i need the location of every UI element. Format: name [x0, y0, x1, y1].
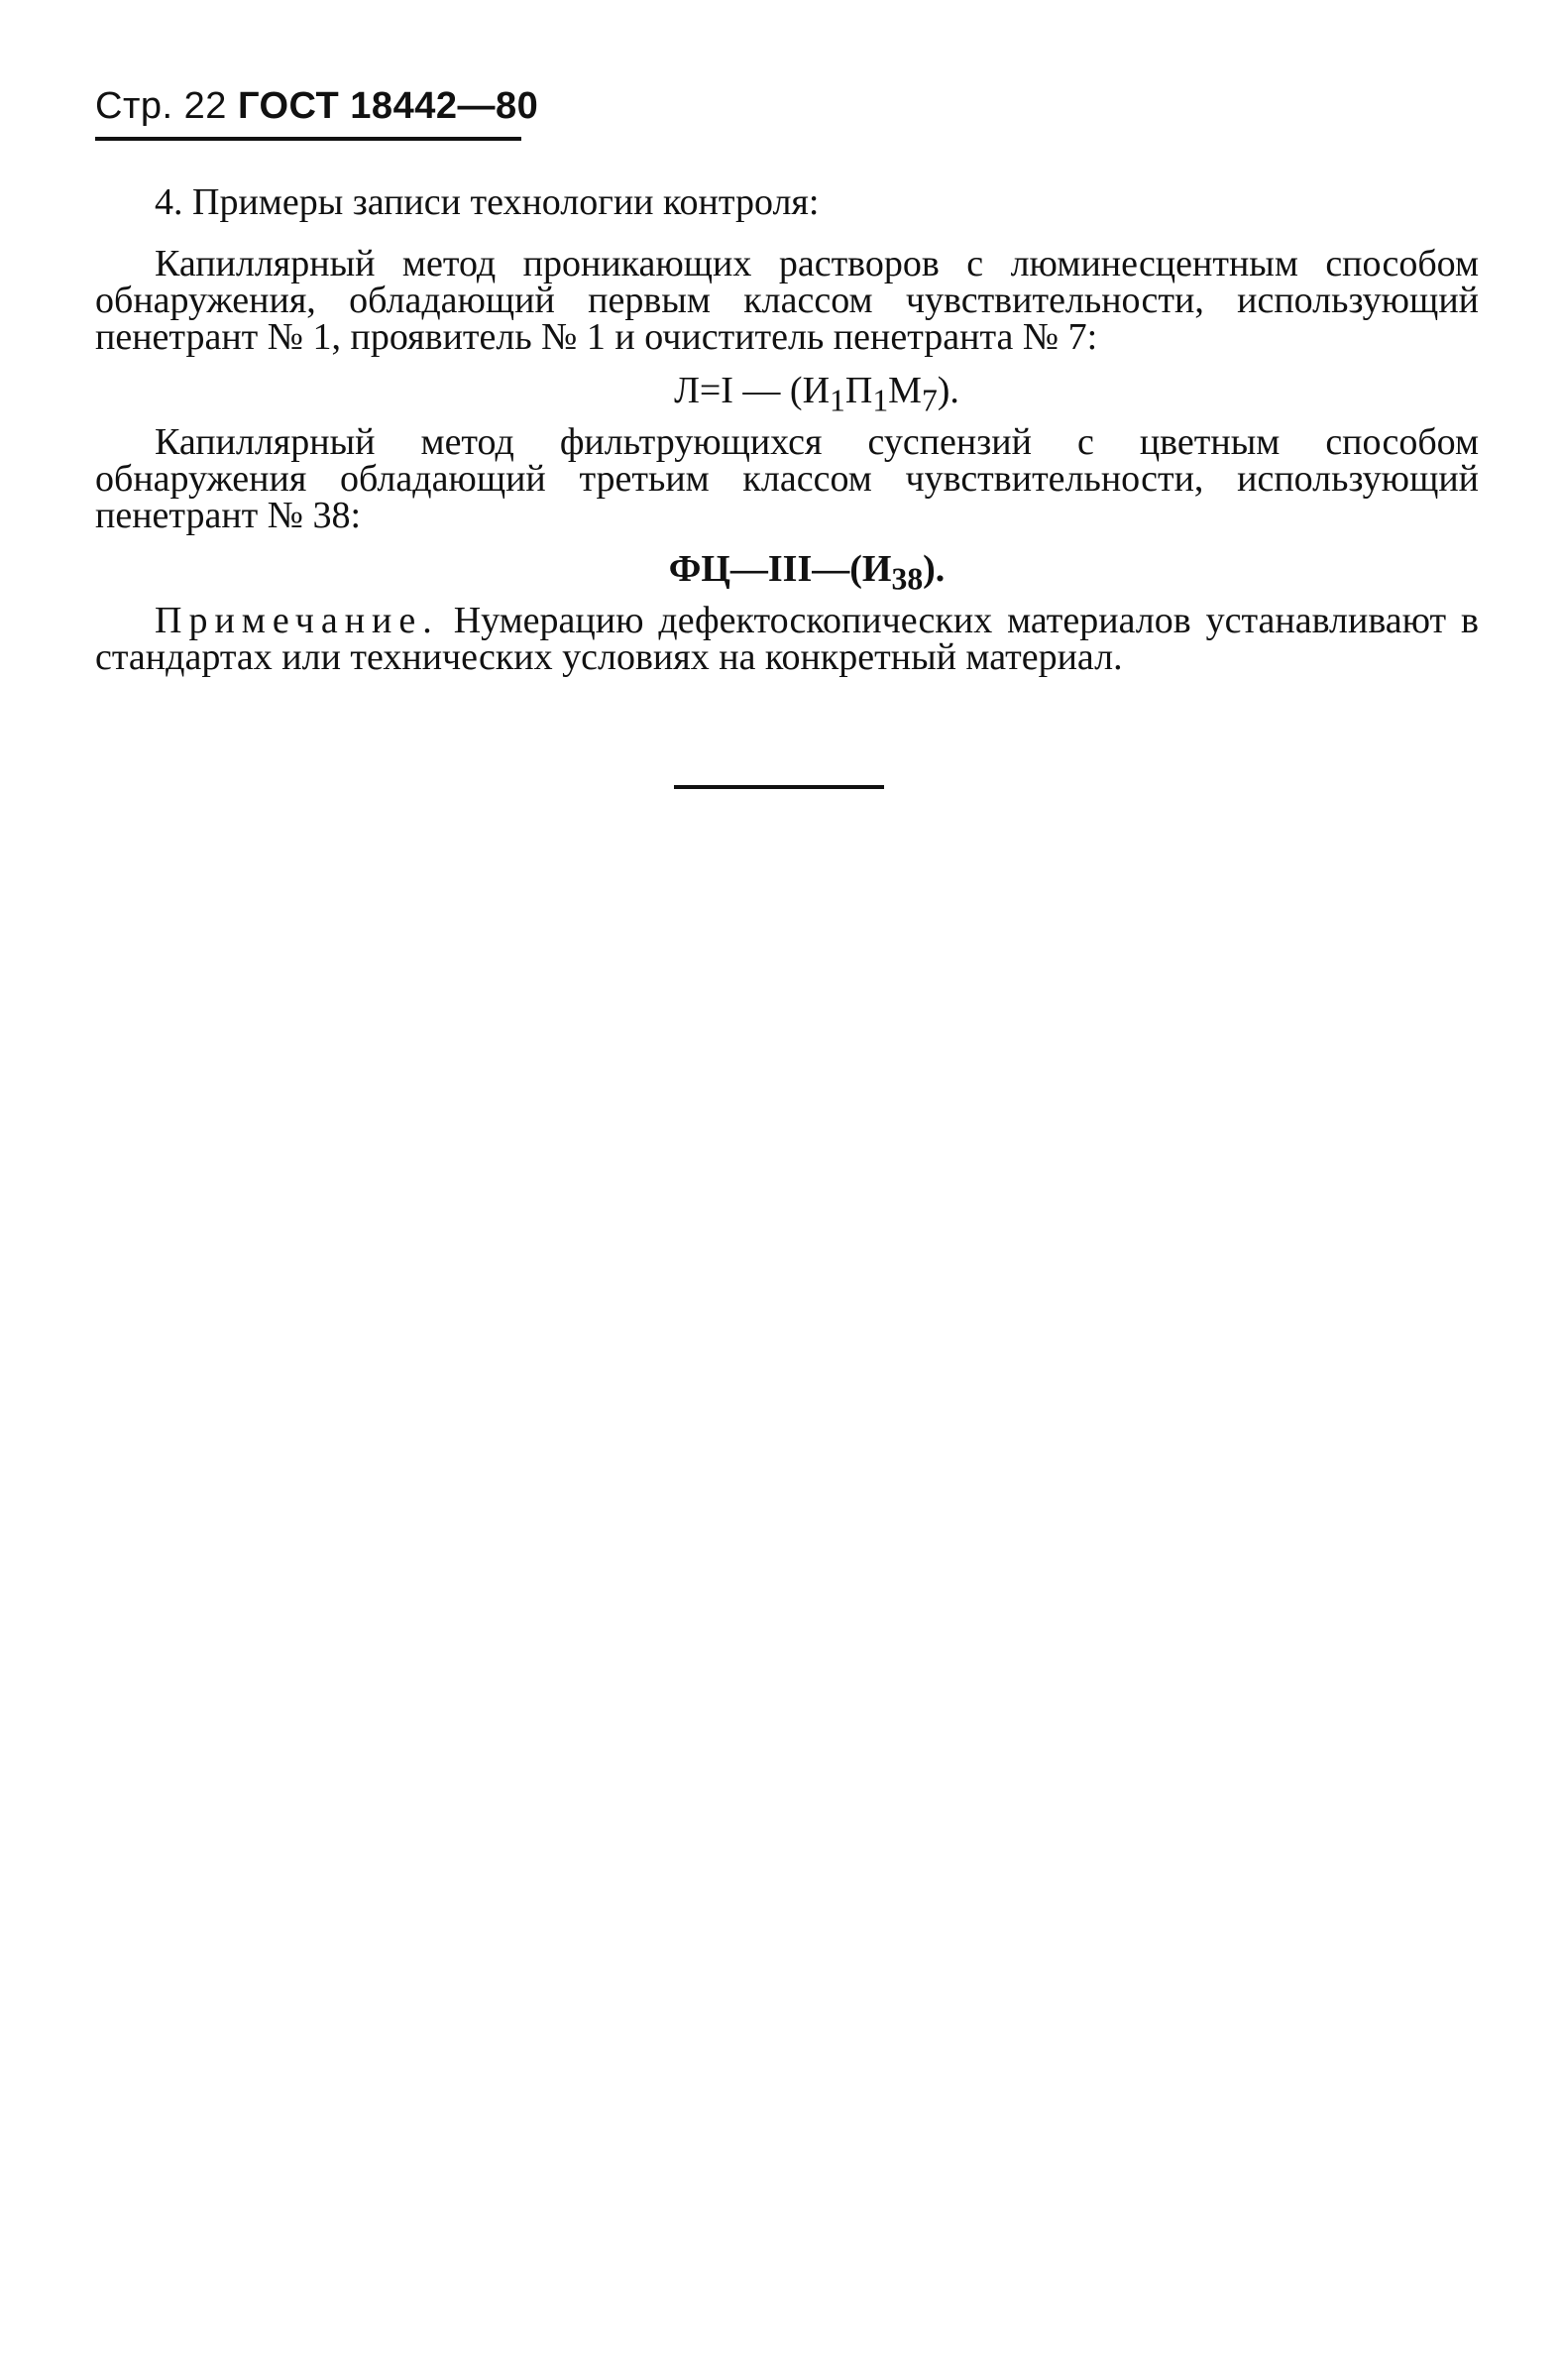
standard-designation: ГОСТ 18442—80: [237, 85, 539, 127]
paragraph-example-2: Капиллярный метод фильтрующихся суспензий с цветным способом обнаружения обладающий третьим классом чувствительности, использующий пенетрант № 38:: [95, 421, 1479, 536]
paragraph-example-1: Капиллярный метод проникающих растворов с люминесцентным способом обнаружения, обладающий первым классом чувствительности, использующий пенетрант № 1, проявитель № 1 и очиститель пенетранта № 7:: [95, 243, 1479, 358]
section-heading: [95, 181, 1479, 223]
formula-example-2: [95, 549, 1479, 600]
header-underline: [95, 137, 521, 141]
formula-2-subscript: 38: [891, 561, 924, 597]
formula-1-subscript-3: 7: [921, 383, 938, 418]
paragraph-note: [95, 600, 1480, 678]
formula-1-subscript-1: 1: [830, 383, 845, 418]
formula-2-suffix: ).: [923, 548, 946, 590]
note-text: Нумерацию дефектоскопических материалов устанавливают в стандартах или технических условиях на конкретный материал.: [95, 600, 1480, 678]
formula-1-middle-2: М: [888, 370, 922, 411]
note-block: [95, 600, 1480, 678]
end-divider: [674, 785, 884, 789]
page-number-label: Стр. 22: [95, 85, 227, 127]
page-header: [95, 85, 538, 128]
formula-1-subscript-2: 1: [872, 383, 889, 418]
paragraph-examples-intro: 4. Примеры записи технологии контроля:: [155, 181, 820, 223]
formula-1-middle-1: П: [844, 370, 873, 411]
formula-1-suffix: ).: [937, 370, 959, 411]
formula-2-prefix: ФЦ—III—(И: [668, 548, 892, 590]
formula-1-prefix: Л=I — (И: [674, 370, 831, 411]
example-1-description: [95, 243, 1479, 358]
example-2-description: [95, 421, 1479, 536]
note-label: Примечание.: [155, 600, 439, 641]
formula-example-1: [95, 371, 1479, 421]
